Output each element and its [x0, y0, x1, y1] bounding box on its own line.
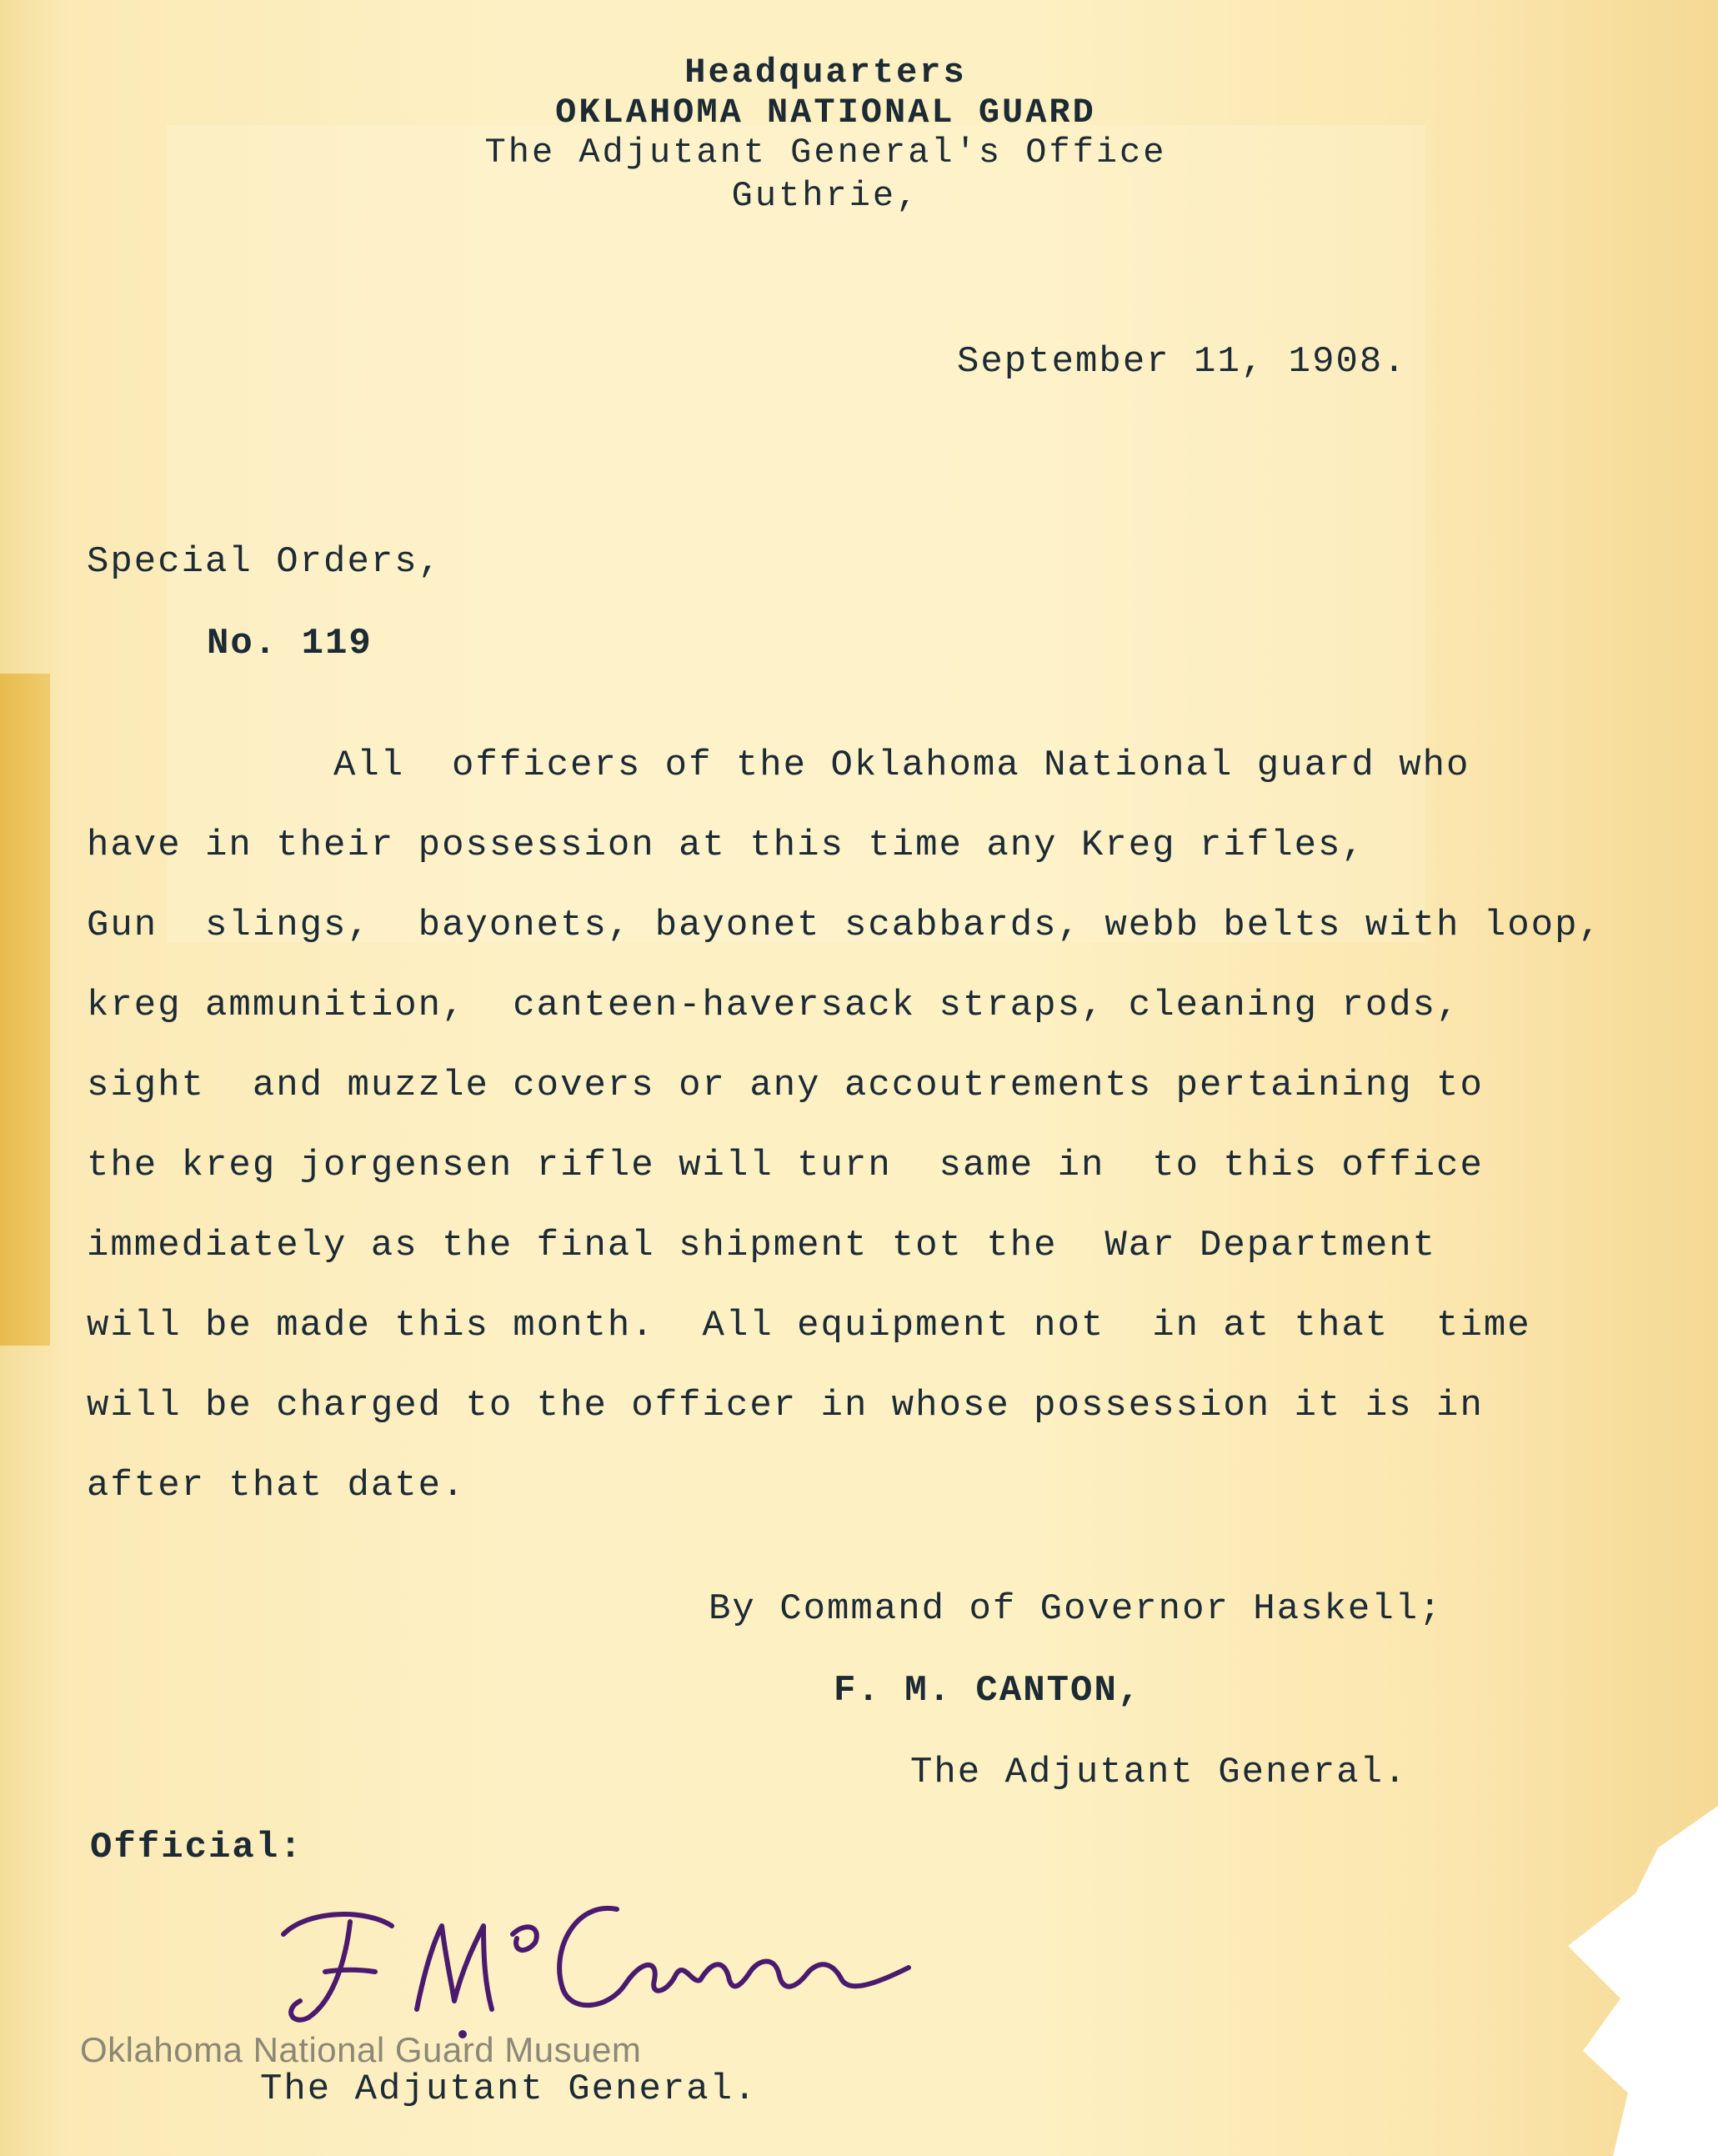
letterhead-organization: OKLAHOMA NATIONAL GUARD [555, 93, 1096, 133]
closing-name: F. M. CANTON, [834, 1670, 1142, 1712]
handwritten-signature [275, 1876, 959, 2043]
tape-strip [0, 674, 50, 1346]
body-line: kreg ammunition, canteen-haversack straps, cleaning rods, [87, 985, 1460, 1026]
letterhead-headquarters: Headquarters [684, 53, 967, 93]
body-line: All officers of the Oklahoma National guard who [333, 745, 1470, 786]
body-line: immediately as the final shipment tot the War Department [87, 1225, 1437, 1266]
closing-command: By Command of Governor Haskell; [709, 1588, 1443, 1630]
torn-corner [1568, 1806, 1718, 2156]
letterhead-city: Guthrie, [731, 176, 920, 216]
letterhead-office: The Adjutant General's Office [484, 133, 1167, 173]
body-line: Gun slings, bayonets, bayonet scabbards, webb belts with loop, [87, 905, 1602, 946]
official-title: The Adjutant General. [260, 2068, 758, 2110]
body-line: have in their possession at this time any Kreg rifles, [87, 825, 1365, 866]
body-line: after that date. [87, 1465, 466, 1507]
body-line: will be made this month. All equipment not in at that time [87, 1305, 1531, 1346]
orders-title: Special Orders, [87, 541, 443, 583]
orders-number: No. 119 [207, 623, 373, 664]
body-line: sight and muzzle covers or any accoutrements pertaining to [87, 1065, 1484, 1106]
body-line: will be charged to the officer in whose possession it is in [87, 1385, 1484, 1426]
official-label: Official: [90, 1827, 303, 1868]
museum-watermark: Oklahoma National Guard Musuem [80, 2030, 642, 2069]
letter-date: September 11, 1908. [957, 341, 1407, 383]
tape-overlay [167, 125, 1425, 942]
closing-title: The Adjutant General. [910, 1752, 1408, 1793]
body-line: the kreg jorgensen rifle will turn same in to this office [87, 1145, 1484, 1186]
